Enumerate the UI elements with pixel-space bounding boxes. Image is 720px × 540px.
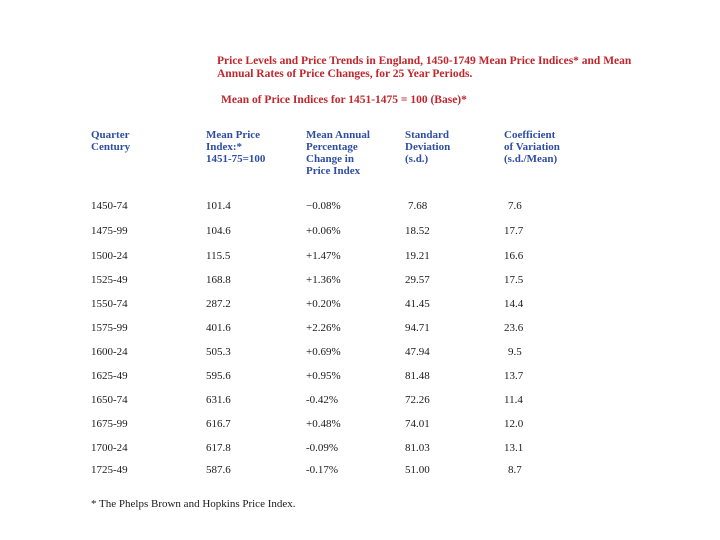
cell-period: 1525-49 (91, 274, 128, 286)
cell-coeff: 12.0 (504, 418, 524, 430)
cell-period: 1625-49 (91, 370, 128, 382)
cell-std-dev: 19.21 (405, 250, 430, 262)
table-row (0, 418, 720, 432)
cell-mean-index: 631.6 (206, 394, 231, 406)
table-row (0, 442, 720, 456)
table-row (0, 298, 720, 312)
table-row (0, 394, 720, 408)
cell-mean-index: 595.6 (206, 370, 231, 382)
cell-coeff: 13.7 (504, 370, 524, 382)
cell-mean-index: 104.6 (206, 225, 231, 237)
cell-mean-index: 616.7 (206, 418, 231, 430)
cell-period: 1600-24 (91, 346, 128, 358)
cell-mean-index: 587.6 (206, 464, 231, 476)
cell-mean-index: 168.8 (206, 274, 231, 286)
cell-coeff: 7.6 (508, 200, 522, 212)
cell-period: 1575-99 (91, 322, 128, 334)
table-row (0, 274, 720, 288)
table-row (0, 464, 720, 478)
header-mean-annual-change: Mean Annual Percentage Change in Price Index (306, 129, 370, 177)
table-row (0, 225, 720, 239)
cell-mean-index: 101.4 (206, 200, 231, 212)
table-subtitle: Mean of Price Indices for 1451-1475 = 100 (Base)* (221, 94, 467, 106)
cell-mean-index: 401.6 (206, 322, 231, 334)
header-quarter-century: Quarter Century (91, 129, 131, 153)
cell-coeff: 13.1 (504, 442, 524, 454)
cell-period: 1700-24 (91, 442, 128, 454)
cell-coeff: 16.6 (504, 250, 524, 262)
header-coefficient-variation: Coefficient of Variation (s.d./Mean) (504, 129, 560, 165)
header-standard-deviation: Standard Deviation (s.d.) (405, 129, 451, 165)
cell-coeff: 17.7 (504, 225, 524, 237)
cell-annual-change: -0.09% (306, 442, 339, 454)
cell-std-dev: 7.68 (408, 200, 428, 212)
cell-period: 1550-74 (91, 298, 128, 310)
cell-annual-change: +1.47% (306, 250, 341, 262)
cell-mean-index: 287.2 (206, 298, 231, 310)
cell-annual-change: +1.36% (306, 274, 341, 286)
cell-mean-index: 505.3 (206, 346, 231, 358)
cell-annual-change: −0.08% (306, 200, 341, 212)
table-row (0, 250, 720, 264)
table-row (0, 370, 720, 384)
cell-annual-change: +0.20% (306, 298, 341, 310)
cell-mean-index: 115.5 (206, 250, 231, 262)
cell-std-dev: 74.01 (405, 418, 430, 430)
header-mean-price-index: Mean Price Index:* 1451-75=100 (206, 129, 266, 165)
table-row (0, 346, 720, 360)
cell-period: 1675-99 (91, 418, 128, 430)
cell-period: 1650-74 (91, 394, 128, 406)
cell-coeff: 17.5 (504, 274, 524, 286)
cell-std-dev: 94.71 (405, 322, 430, 334)
cell-period: 1475-99 (91, 225, 128, 237)
cell-annual-change: +0.95% (306, 370, 341, 382)
cell-annual-change: +0.48% (306, 418, 341, 430)
footnote: * The Phelps Brown and Hopkins Price Index. (91, 498, 296, 510)
cell-std-dev: 81.48 (405, 370, 430, 382)
cell-annual-change: +0.69% (306, 346, 341, 358)
cell-period: 1450-74 (91, 200, 128, 212)
cell-std-dev: 47.94 (405, 346, 430, 358)
cell-std-dev: 72.26 (405, 394, 430, 406)
cell-annual-change: -0.17% (306, 464, 339, 476)
table-title: Price Levels and Price Trends in England, 1450-1749 Mean Price Indices* and Mean Annual Rates of Price Changes, for 25 Year Periods. (217, 55, 632, 80)
cell-coeff: 11.4 (504, 394, 523, 406)
cell-annual-change: +0.06% (306, 225, 341, 237)
cell-annual-change: -0.42% (306, 394, 339, 406)
cell-coeff: 9.5 (508, 346, 522, 358)
cell-std-dev: 18.52 (405, 225, 430, 237)
cell-mean-index: 617.8 (206, 442, 231, 454)
cell-coeff: 14.4 (504, 298, 524, 310)
cell-std-dev: 29.57 (405, 274, 430, 286)
table-row (0, 322, 720, 336)
cell-coeff: 23.6 (504, 322, 524, 334)
table-row (0, 200, 720, 214)
cell-coeff: 8.7 (508, 464, 522, 476)
cell-std-dev: 81.03 (405, 442, 430, 454)
cell-period: 1725-49 (91, 464, 128, 476)
cell-std-dev: 51.00 (405, 464, 430, 476)
cell-std-dev: 41.45 (405, 298, 430, 310)
cell-annual-change: +2.26% (306, 322, 341, 334)
cell-period: 1500-24 (91, 250, 128, 262)
